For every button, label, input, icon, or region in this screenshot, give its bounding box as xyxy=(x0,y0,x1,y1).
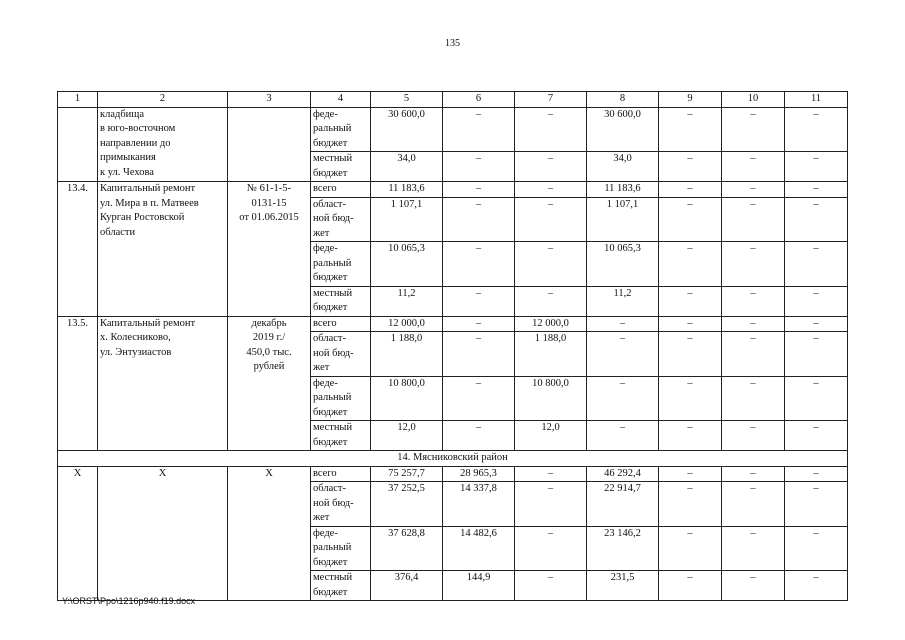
value-cell: – xyxy=(722,286,785,316)
value-cell: 30 600,0 xyxy=(371,107,443,152)
value-cell: – xyxy=(515,182,587,198)
item-number-cell xyxy=(58,107,98,182)
funding-source: област- ной бюд- жет xyxy=(311,332,371,377)
value-cell: – xyxy=(515,197,587,242)
value-cell: 46 292,4 xyxy=(587,466,659,482)
value-cell: 10 065,3 xyxy=(587,242,659,287)
value-cell: – xyxy=(785,152,848,182)
value-cell: 75 257,7 xyxy=(371,466,443,482)
value-cell: – xyxy=(785,182,848,198)
value-cell: 22 914,7 xyxy=(587,482,659,527)
column-number: 5 xyxy=(371,92,443,108)
value-cell: – xyxy=(443,152,515,182)
column-number: 6 xyxy=(443,92,515,108)
document-cell: декабрь 2019 г./ 450,0 тыс. рублей xyxy=(228,316,311,451)
value-cell: – xyxy=(515,526,587,571)
value-cell: – xyxy=(722,242,785,287)
funding-source: всего xyxy=(311,466,371,482)
value-cell: 11 183,6 xyxy=(371,182,443,198)
value-cell: 1 107,1 xyxy=(587,197,659,242)
value-cell: 23 146,2 xyxy=(587,526,659,571)
value-cell: – xyxy=(659,286,722,316)
value-cell: – xyxy=(785,571,848,601)
value-cell: – xyxy=(443,107,515,152)
value-cell: – xyxy=(587,421,659,451)
column-number: 2 xyxy=(98,92,228,108)
value-cell: – xyxy=(515,286,587,316)
value-cell: – xyxy=(785,286,848,316)
value-cell: 12,0 xyxy=(371,421,443,451)
value-cell: – xyxy=(659,332,722,377)
value-cell: 11,2 xyxy=(587,286,659,316)
value-cell: – xyxy=(785,197,848,242)
value-cell: – xyxy=(722,316,785,332)
value-cell: – xyxy=(515,107,587,152)
value-cell: 12 000,0 xyxy=(371,316,443,332)
funding-source: феде- ральный бюджет xyxy=(311,376,371,421)
value-cell: – xyxy=(443,286,515,316)
value-cell: – xyxy=(587,332,659,377)
funding-source: феде- ральный бюджет xyxy=(311,107,371,152)
column-number: 4 xyxy=(311,92,371,108)
object-name-cell: кладбища в юго-восточном направлении до примыкания к ул. Чехова xyxy=(98,107,228,182)
column-number: 1 xyxy=(58,92,98,108)
funding-source: местный бюджет xyxy=(311,286,371,316)
value-cell: 10 800,0 xyxy=(515,376,587,421)
value-cell: – xyxy=(722,332,785,377)
value-cell: 30 600,0 xyxy=(587,107,659,152)
value-cell: – xyxy=(515,466,587,482)
value-cell: – xyxy=(722,197,785,242)
value-cell: 10 065,3 xyxy=(371,242,443,287)
header-row xyxy=(58,92,848,108)
value-cell: – xyxy=(722,571,785,601)
value-cell: – xyxy=(785,526,848,571)
value-cell: – xyxy=(587,316,659,332)
table-row xyxy=(58,316,848,332)
value-cell: – xyxy=(515,571,587,601)
value-cell: 1 107,1 xyxy=(371,197,443,242)
column-number: 9 xyxy=(659,92,722,108)
value-cell: – xyxy=(443,242,515,287)
value-cell: 11,2 xyxy=(371,286,443,316)
value-cell: – xyxy=(785,242,848,287)
value-cell: – xyxy=(785,421,848,451)
value-cell: 37 628,8 xyxy=(371,526,443,571)
value-cell: – xyxy=(659,571,722,601)
funding-source: местный бюджет xyxy=(311,152,371,182)
table-row xyxy=(58,107,848,152)
funding-source: всего xyxy=(311,182,371,198)
value-cell: – xyxy=(443,421,515,451)
value-cell: – xyxy=(785,316,848,332)
value-cell: 12 000,0 xyxy=(515,316,587,332)
file-path-footer: Y:\ORST\Ppo\1216p940.f19.docx xyxy=(62,596,196,606)
value-cell: – xyxy=(443,332,515,377)
value-cell: 1 188,0 xyxy=(371,332,443,377)
section-title: 14. Мясниковский район xyxy=(58,451,848,467)
value-cell: 34,0 xyxy=(371,152,443,182)
document-cell: Х xyxy=(228,466,311,601)
value-cell: 1 188,0 xyxy=(515,332,587,377)
value-cell: – xyxy=(722,107,785,152)
value-cell: – xyxy=(659,376,722,421)
value-cell: – xyxy=(659,316,722,332)
value-cell: – xyxy=(443,316,515,332)
table-row xyxy=(58,182,848,198)
document-cell: № 61-1-5- 0131-15 от 01.06.2015 xyxy=(228,182,311,317)
item-number-cell: 13.5. xyxy=(58,316,98,451)
value-cell: 14 482,6 xyxy=(443,526,515,571)
funding-source: област- ной бюд- жет xyxy=(311,197,371,242)
column-number: 11 xyxy=(785,92,848,108)
value-cell: – xyxy=(515,482,587,527)
document-cell xyxy=(228,107,311,182)
value-cell: 12,0 xyxy=(515,421,587,451)
table-row xyxy=(58,466,848,482)
column-number: 3 xyxy=(228,92,311,108)
value-cell: – xyxy=(785,107,848,152)
value-cell: – xyxy=(722,182,785,198)
value-cell: – xyxy=(443,197,515,242)
value-cell: 10 800,0 xyxy=(371,376,443,421)
funding-source: всего xyxy=(311,316,371,332)
value-cell: – xyxy=(785,332,848,377)
value-cell: – xyxy=(659,182,722,198)
column-number: 10 xyxy=(722,92,785,108)
value-cell: – xyxy=(722,466,785,482)
value-cell: – xyxy=(785,482,848,527)
value-cell: – xyxy=(659,152,722,182)
value-cell: – xyxy=(722,421,785,451)
object-name-cell: Х xyxy=(98,466,228,601)
object-name-cell: Капитальный ремонт ул. Мира в п. Матвеев Курган Ростовской области xyxy=(98,182,228,317)
value-cell: – xyxy=(659,107,722,152)
value-cell: 144,9 xyxy=(443,571,515,601)
funding-source: област- ной бюд- жет xyxy=(311,482,371,527)
value-cell: – xyxy=(443,376,515,421)
funding-source: местный бюджет xyxy=(311,421,371,451)
section-row xyxy=(58,451,848,467)
object-name-cell: Капитальный ремонт х. Колесниково, ул. Энтузиастов xyxy=(98,316,228,451)
funding-source: местный бюджет xyxy=(311,571,371,601)
value-cell: 34,0 xyxy=(587,152,659,182)
column-number: 7 xyxy=(515,92,587,108)
column-number: 8 xyxy=(587,92,659,108)
value-cell: – xyxy=(443,182,515,198)
value-cell: – xyxy=(659,526,722,571)
value-cell: – xyxy=(515,242,587,287)
value-cell: – xyxy=(785,376,848,421)
value-cell: – xyxy=(722,376,785,421)
page-number: 135 xyxy=(445,38,460,49)
funding-source: феде- ральный бюджет xyxy=(311,526,371,571)
value-cell: – xyxy=(659,466,722,482)
value-cell: 11 183,6 xyxy=(587,182,659,198)
item-number-cell: 13.4. xyxy=(58,182,98,317)
value-cell: 14 337,8 xyxy=(443,482,515,527)
value-cell: – xyxy=(659,242,722,287)
value-cell: – xyxy=(659,421,722,451)
funding-source: феде- ральный бюджет xyxy=(311,242,371,287)
value-cell: – xyxy=(659,197,722,242)
value-cell: 376,4 xyxy=(371,571,443,601)
value-cell: – xyxy=(722,526,785,571)
value-cell: – xyxy=(659,482,722,527)
item-number-cell: Х xyxy=(58,466,98,601)
value-cell: 37 252,5 xyxy=(371,482,443,527)
value-cell: 28 965,3 xyxy=(443,466,515,482)
budget-table xyxy=(57,91,848,601)
value-cell: – xyxy=(515,152,587,182)
value-cell: 231,5 xyxy=(587,571,659,601)
value-cell: – xyxy=(722,482,785,527)
value-cell: – xyxy=(587,376,659,421)
value-cell: – xyxy=(722,152,785,182)
value-cell: – xyxy=(785,466,848,482)
